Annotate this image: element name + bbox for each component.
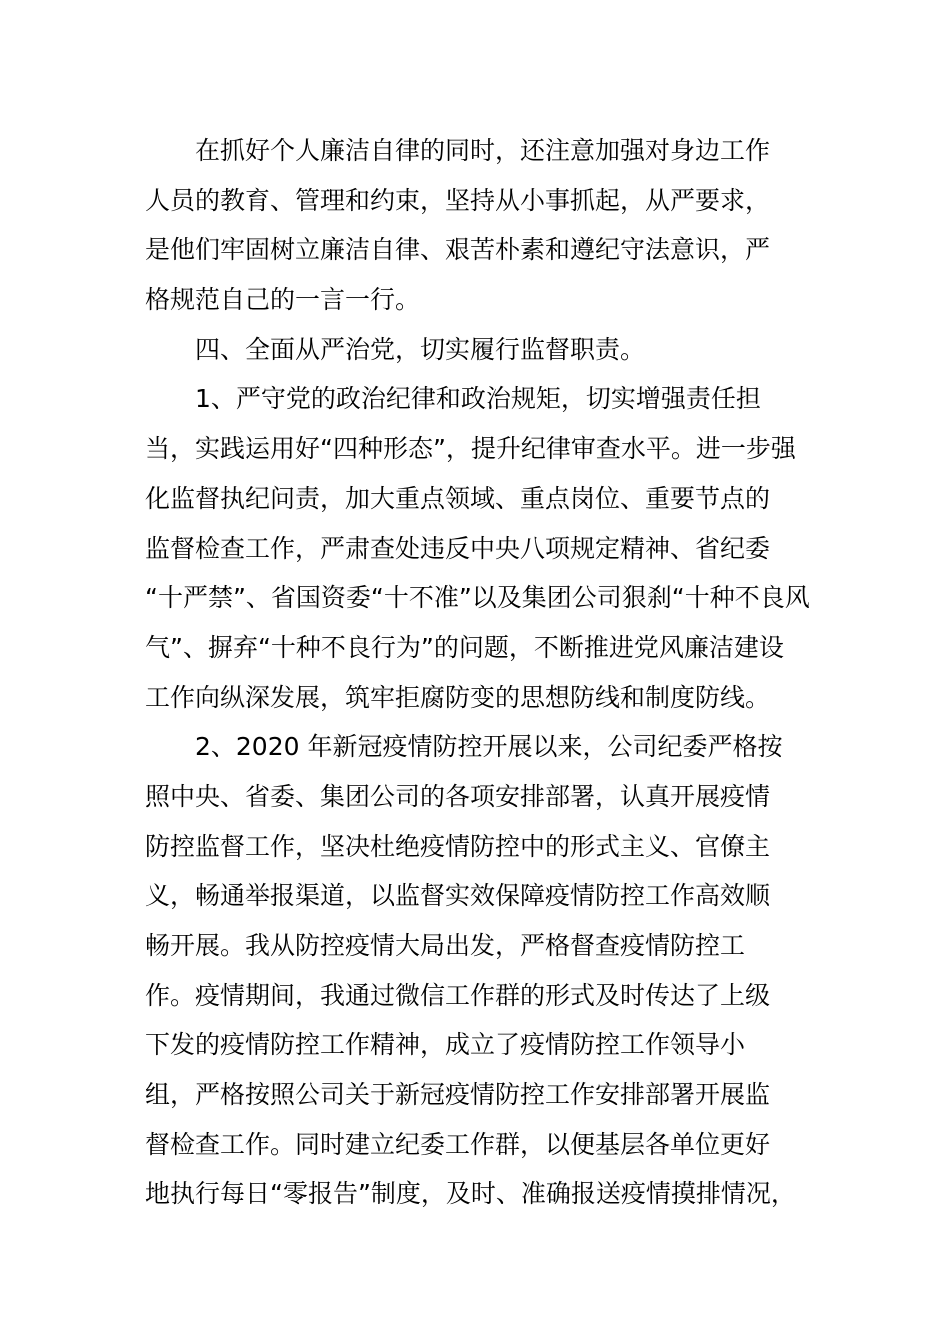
text-line: 作。疫情期间，我通过微信工作群的形式及时传达了上级 xyxy=(145,980,771,1010)
text-line: 义，畅通举报渠道，以监督实效保障疫情防控工作高效顺 xyxy=(145,881,771,911)
text-line: 人员的教育、管理和约束，坚持从小事抓起，从严要求， xyxy=(145,185,771,215)
text-line: 监督检查工作，严肃查处违反中央八项规定精神、省纪委 xyxy=(145,533,771,563)
text-line: 畅开展。我从防控疫情大局出发，严格督查疫情防控工 xyxy=(145,931,746,960)
text-line: 工作向纵深发展，筑牢拒腐防变的思想防线和制度防线。 xyxy=(145,682,771,712)
text-line: 在抓好个人廉洁自律的同时，还注意加强对身边工作 xyxy=(195,136,771,165)
text-line: 2、2020 年新冠疫情防控开展以来，公司纪委严格按 xyxy=(195,732,783,762)
text-line: 照中央、省委、集团公司的各项安排部署，认真开展疫情 xyxy=(145,781,771,811)
text-line: 格规范自己的一言一行。 xyxy=(145,285,421,315)
text-line: 督检查工作。同时建立纪委工作群，以便基层各单位更好 xyxy=(145,1129,771,1159)
text-line: 是他们牢固树立廉洁自律、艰苦朴素和遵纪守法意识，严 xyxy=(145,235,771,265)
text-line: 1、严守党的政治纪律和政治规矩，切实增强责任担 xyxy=(195,384,761,414)
text-line: “十严禁”、省国资委“十不准”以及集团公司狠刹“十种不良风 xyxy=(145,583,810,613)
text-line: 组，严格按照公司关于新冠疫情防控工作安排部署开展监 xyxy=(145,1080,771,1110)
text-line: 四、全面从严治党，切实履行监督职责。 xyxy=(195,334,646,364)
text-line: 下发的疫情防控工作精神，成立了疫情防控工作领导小 xyxy=(145,1030,746,1060)
text-line: 化监督执纪问责，加大重点领域、重点岗位、重要节点的 xyxy=(145,483,771,513)
text-line: 防控监督工作，坚决杜绝疫情防控中的形式主义、官僚主 xyxy=(145,831,771,861)
text-line: 地执行每日“零报告”制度，及时、准确报送疫情摸排情况， xyxy=(145,1179,796,1209)
document-body xyxy=(145,126,810,1219)
text-line: 气”、摒弃“十种不良行为”的问题，不断推进党风廉洁建设 xyxy=(145,632,784,662)
text-line: 当，实践运用好“四种形态”，提升纪律审查水平。进一步强 xyxy=(145,434,796,464)
